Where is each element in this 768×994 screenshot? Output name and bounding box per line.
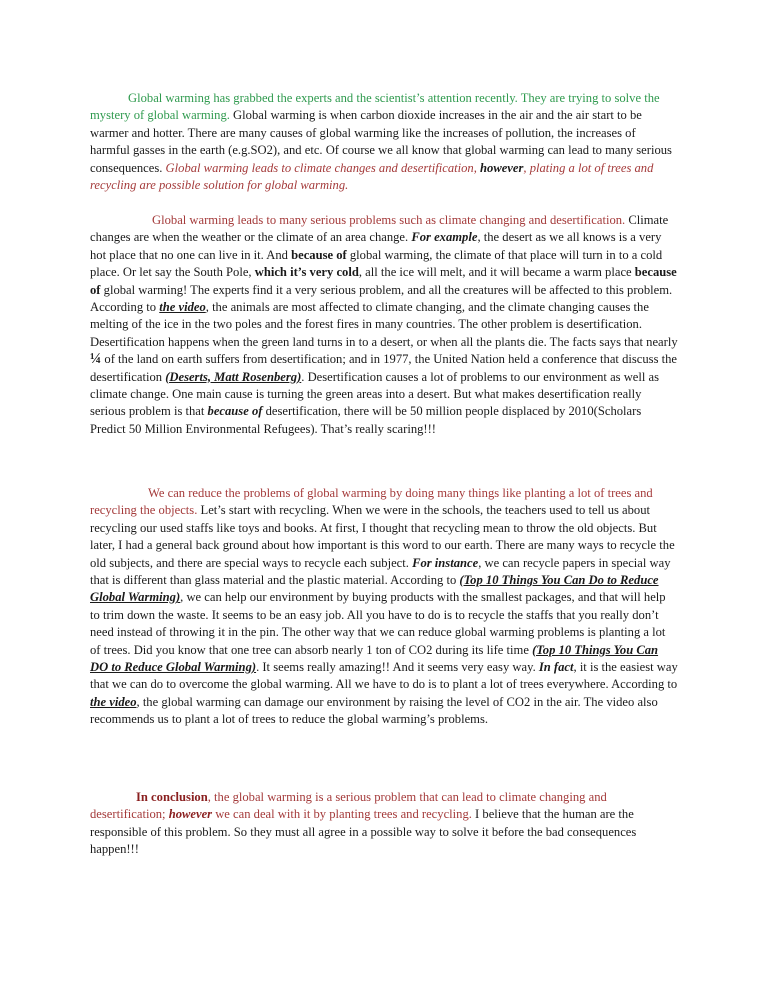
thesis-sentence: Global warming has grabbed the experts and the scientist’s attention recently. They are trying to solve the mystery of global warming. [90,91,660,123]
body-text: , the animals are most affected to climate changing, and the climate changing causes the melting of the ice in the two poles and the forest fires in many countries. The other problem is desertification. Desertification happens when the green land turns in to a desert, or when all the plants die. The facts says that nearly [90,300,678,349]
body-text: . It seems really amazing!! And it seems very easy way. [256,660,539,675]
fraction-text: ¼ [90,351,102,368]
citation: (Top 10 Things You Can Do to Reduce Global Warming) [90,573,659,605]
body-text: desertification, there will be 50 million people displaced by 2010(Scholars Predict 50 Million Environmental Refugees). That’s really scaring!!! [90,404,642,436]
claim-sentence-end: , plating a lot of trees and recycling are possible solution for global warming. [90,160,654,193]
body-text: . Desertification causes a lot of problems to our environment as well as climate change. One main cause is turning the green areas into a desert. But what makes desertification really serious problem is that [90,369,660,419]
paragraph-solutions [90,485,678,729]
emphasis-text: because of [291,247,347,262]
emphasis-text: which it’s very cold [254,265,359,280]
body-text: , the global warming can damage our environment by raising the level of CO2 in the air. The video also recommends us to plant a lot of trees to reduce the global warming’s problems. [90,694,658,727]
body-text: Climate changes are when the weather or the climate of an area change. [90,213,669,245]
body-text: , the desert as we all knows is a very hot place that no one can live in it. And [90,230,662,262]
conclusion-sentence-end: we can deal with it by planting trees and recycling. [212,807,472,822]
body-text: Let’s start with recycling. When we were in the schools, the teachers used to tell us about recycling our used staffs like toys and books. At first, I thought that recycling mean to throw the old objects. But later, I had a general back ground about how important is this word to our earth. There are many ways to recycle the old subjects, and there are special ways to recycle each subject. [90,503,675,570]
topic-sentence: We can reduce the problems of global warming by doing many things like planting a lot of trees and recycling the objects. [90,486,653,518]
transition-word: For example [411,230,478,245]
transition-word: For instance [412,555,479,570]
paragraph-introduction [90,90,678,194]
body-text: , all the ice will melt, and it will became a warm place [358,265,635,280]
paragraph-problems [90,212,678,438]
body-text: of the land on earth suffers from desertification; and in 1977, the United Nation held a conference that discuss the desertification [90,352,678,384]
citation: (Deserts, Matt Rosenberg) [165,369,302,384]
body-text: Global warming is when carbon dioxide increases in the air and the air start to be warmer and hotter. There are many causes of global warming like the increases of pollution, the increases of harmful gasses in the earth (e.g.SO2), and etc. Of course we all know that global warming can lead to many serious consequences. [90,108,672,175]
transition-word: however [168,807,213,822]
body-text: global warming, the climate of that place will turn in to a cold place. Or let say the South Pole, [90,247,663,280]
emphasis-text: because of [90,265,677,297]
emphasis-text: because of [207,404,263,419]
body-text: , we can recycle papers in special way that is different than glass material and the plastic material. According to [90,555,671,588]
transition-word: In fact [538,660,574,675]
citation: the video [90,694,137,709]
paragraph-conclusion [90,789,678,859]
conclusion-sentence: , the global warming is a serious problem that can lead to climate changing and desertification; [90,790,607,822]
topic-sentence: Global warming leads to many serious problems such as climate changing and desertification. [152,213,626,227]
body-text: global warming! The experts find it a very serious problem, and all the creatures will be affected to this problem. According to [90,282,673,315]
body-text: I believe that the human are the responsible of this problem. So they must all agree in a possible way to solve it before the bad consequences happen!!! [90,807,637,857]
citation: the video [159,300,206,315]
conclusion-lead: In conclusion [136,790,208,804]
citation: (Top 10 Things You Can DO to Reduce Global Warming) [90,642,659,675]
transition-word: however [480,160,524,175]
body-text: , it is the easiest way that we can do to overcome the global warming. All we have to do is to plant a lot of trees everywhere. According to [90,660,678,692]
claim-sentence: Global warming leads to climate changes and desertification, [165,160,481,175]
body-text: , we can help our environment by buying products with the smallest packages, and that will help to trim down the waste. It seems to be an easy job. All you have to do is to recycle the staffs that you really don’t need instead of throwing it in the pin. The other way that we can reduce global warming problems is planting a lot of trees. Did you know that one tree can absorb nearly 1 ton of CO2 during its life time [90,590,666,657]
